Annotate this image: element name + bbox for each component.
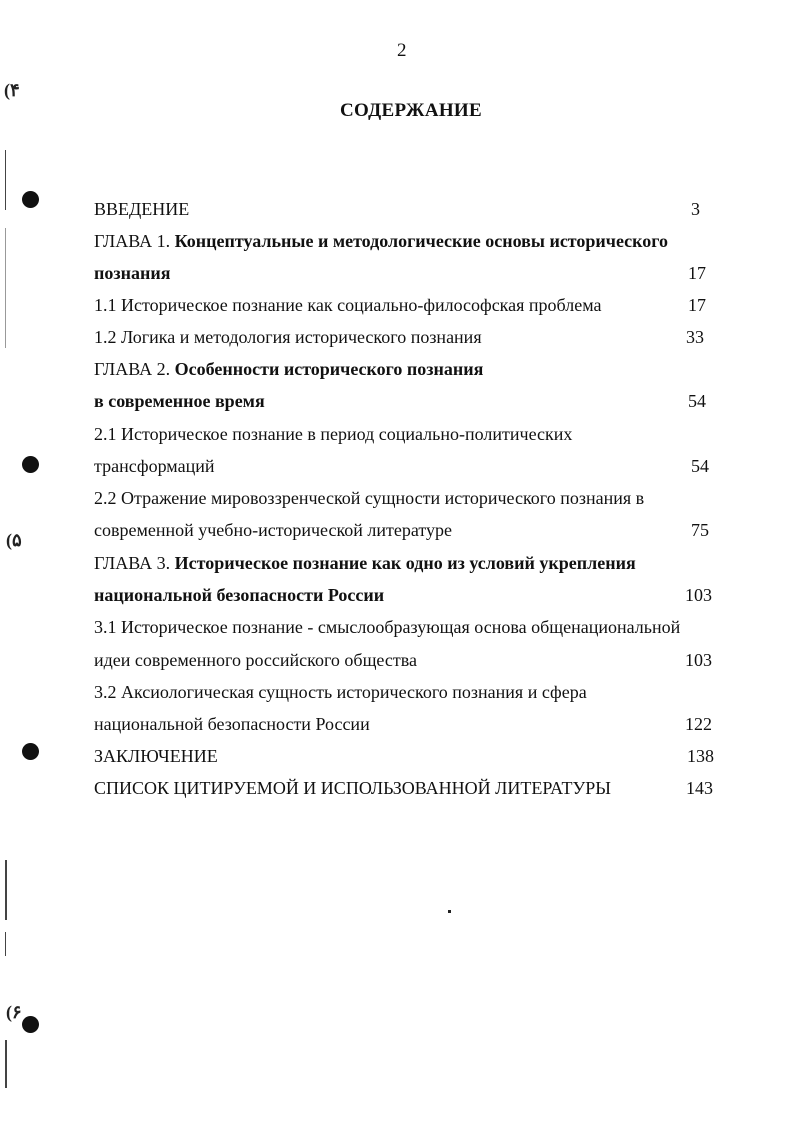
toc-chapter-2	[94, 358, 483, 380]
chapter-title: Историческое познание как одно из условий укрепления	[174, 553, 636, 573]
scan-dot	[448, 910, 451, 913]
page-title: СОДЕРЖАНИЕ	[340, 100, 482, 121]
chapter-title: Концептуальные и методологические основы исторического	[174, 231, 668, 251]
margin-scribble: (۴	[4, 80, 20, 100]
toc-bibliography: СПИСОК ЦИТИРУЕМОЙ И ИСПОЛЬЗОВАННОЙ ЛИТЕРАТУРЫ	[94, 778, 611, 798]
toc-page-number: 103	[685, 585, 712, 605]
toc-page-number: 138	[687, 746, 714, 766]
toc-chapter-2-continued: в современное время	[94, 391, 265, 411]
punch-hole	[22, 191, 39, 208]
toc-section-1-1: 1.1 Историческое познание как социально-философская проблема	[94, 295, 602, 315]
toc-page-number: 33	[686, 327, 704, 347]
chapter-prefix: ГЛАВА 2.	[94, 359, 171, 379]
chapter-prefix: ГЛАВА 3.	[94, 553, 171, 573]
punch-hole	[22, 1016, 39, 1033]
toc-page-number: 122	[685, 714, 712, 734]
toc-section-3-2-continued: национальной безопасности России	[94, 714, 370, 734]
toc-conclusion: ЗАКЛЮЧЕНИЕ	[94, 746, 218, 766]
toc-page-number: 143	[686, 778, 713, 798]
toc-section-3-2: 3.2 Аксиологическая сущность исторического познания и сфера	[94, 682, 587, 702]
chapter-prefix: ГЛАВА 1.	[94, 231, 171, 251]
toc-page-number: 103	[685, 650, 712, 670]
toc-section-2-2-continued: современной учебно-исторической литературе	[94, 520, 453, 540]
toc-chapter-3-continued: национальной безопасности России	[94, 585, 385, 605]
toc-section-2-2: 2.2 Отражение мировоззренческой сущности исторического познания в	[94, 488, 645, 508]
toc-section-3-1-continued: идеи современного российского общества	[94, 650, 417, 670]
page-number: 2	[397, 40, 407, 61]
margin-scribble: (۵	[6, 530, 22, 550]
toc-chapter-1	[94, 230, 668, 252]
toc-page-number: 17	[688, 263, 706, 283]
toc-section-1-2: 1.2 Логика и методология исторического познания	[94, 327, 482, 347]
toc-chapter-3	[94, 552, 636, 574]
toc-page-number: 3	[691, 199, 700, 219]
toc-page-number: 54	[691, 456, 709, 476]
chapter-title: Особенности исторического познания	[174, 359, 484, 379]
margin-scribble: (۶	[6, 1002, 22, 1022]
scan-edge-mark	[5, 228, 6, 348]
punch-hole	[22, 743, 39, 760]
toc-section-2-1: 2.1 Историческое познание в период социально-политических	[94, 424, 573, 444]
toc-page-number: 75	[691, 520, 709, 540]
toc-page-number: 54	[688, 391, 706, 411]
toc-chapter-1-continued: познания	[94, 263, 171, 283]
scan-edge-mark	[5, 932, 6, 956]
toc-section-3-1: 3.1 Историческое познание - смыслообразующая основа общенациональной	[94, 617, 681, 637]
scan-edge-mark	[5, 1040, 7, 1088]
toc-page-number: 17	[688, 295, 706, 315]
scan-edge-mark	[5, 150, 6, 210]
scan-edge-mark	[5, 860, 7, 920]
toc-section-2-1-continued: трансформаций	[94, 456, 215, 476]
toc-introduction: ВВЕДЕНИЕ	[94, 199, 190, 219]
punch-hole	[22, 456, 39, 473]
